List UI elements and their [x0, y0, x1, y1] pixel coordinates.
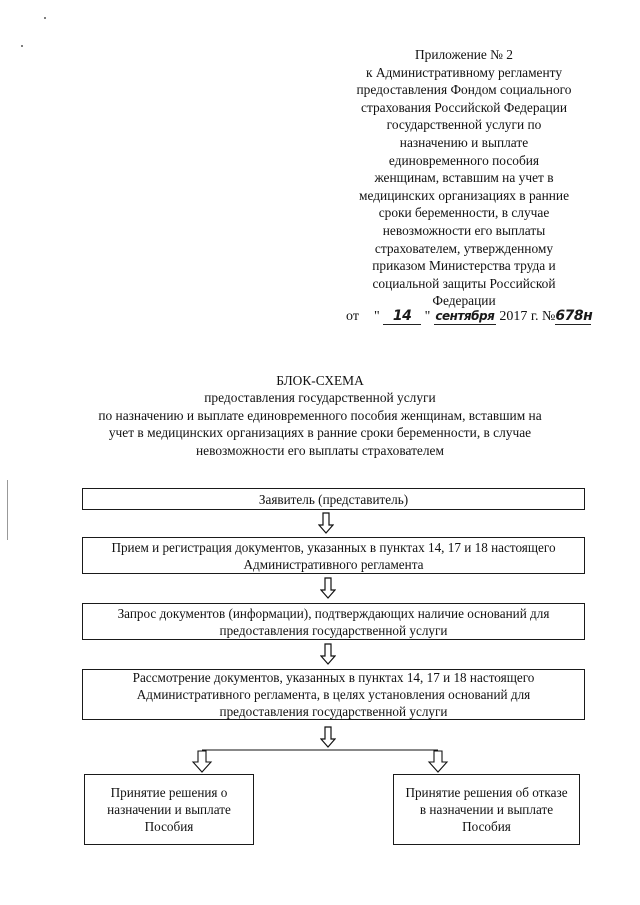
decision-refuse-line: Пособия — [462, 819, 511, 834]
applicant-box — [82, 488, 585, 510]
appendix-line: Федерации — [432, 293, 496, 309]
appendix-line: единовременного пособия — [388, 152, 540, 168]
flowchart-heading: БЛОК-СХЕМА — [276, 373, 364, 388]
decision-grant-box — [84, 774, 254, 845]
request-box — [82, 603, 585, 640]
scan-speck — [21, 45, 23, 47]
review-box — [82, 669, 585, 720]
scan-speck — [44, 17, 46, 19]
appendix-line: социальной защиты Российской — [372, 275, 556, 291]
decision-refuse-box — [393, 774, 580, 845]
down-arrow-icon — [320, 643, 336, 665]
appendix-number: Приложение № 2 — [414, 47, 514, 62]
quote-close: " — [424, 309, 431, 324]
decision-grant-line: назначении и выплате — [107, 802, 231, 817]
applicant-label: Заявитель (представитель) — [258, 491, 409, 507]
appendix-line: страхователем, утвержденному — [374, 240, 554, 256]
appendix-line: назначению и выплате — [399, 134, 529, 150]
appendix-line: медицинских организациях в ранние — [358, 187, 570, 203]
review-line: Рассмотрение документов, указанных в пунктах 14, 17 и 18 настоящего — [132, 670, 535, 685]
decision-grant-line: Принятие решения о — [110, 785, 228, 800]
handwritten-day: 14 — [383, 309, 421, 325]
reception-box — [82, 537, 585, 574]
appendix-line: предоставления Фондом социального — [356, 82, 572, 98]
flowchart-subtitle: по назначению и выплате единовременного пособия женщинам, вставшим на — [98, 407, 542, 423]
request-line: предоставления государственной услуги — [219, 622, 448, 638]
flowchart-title-block — [60, 372, 580, 459]
down-arrow-icon — [318, 512, 334, 534]
appendix-line: невозможности его выплаты — [382, 222, 546, 238]
review-line: Административного регламента, в целях установления оснований для — [136, 687, 531, 702]
order-date-line — [346, 309, 591, 325]
appendix-line: женщинам, вставшим на учет в — [374, 170, 554, 186]
review-line: предоставления государственной услуги — [219, 704, 448, 719]
appendix-header — [330, 46, 598, 310]
appendix-line: государственной услуги по — [386, 117, 542, 133]
appendix-line: страхования Российской Федерации — [361, 99, 567, 115]
date-year: 2017 г. № — [499, 309, 556, 324]
reception-line: Прием и регистрация документов, указанных в пунктах 14, 17 и 18 настоящего — [111, 539, 556, 555]
down-arrow-icon — [320, 577, 336, 599]
appendix-line: приказом Министерства труда и — [372, 258, 556, 274]
flowchart-subtitle: предоставления государственной услуги — [204, 390, 436, 406]
decision-refuse-line: Принятие решения об отказе — [405, 785, 568, 800]
scan-edge-mark — [7, 480, 8, 540]
appendix-line: к Административному регламенту — [365, 64, 563, 80]
appendix-line: сроки беременности, в случае — [378, 205, 550, 221]
request-line: Запрос документов (информации), подтверждающих наличие оснований для — [117, 605, 550, 621]
handwritten-month: сентября — [435, 309, 495, 323]
reception-line: Административного регламента — [243, 556, 424, 572]
quote-open: " — [373, 309, 380, 324]
decision-grant-line: Пособия — [144, 819, 194, 834]
flowchart-subtitle: учет в медицинских организациях в ранние сроки беременности, в случае — [108, 425, 532, 441]
decision-refuse-line: в назначении и выплате — [419, 802, 554, 817]
flowchart-subtitle: невозможности его выплаты страхователем — [196, 442, 444, 458]
date-prefix: от — [346, 309, 359, 324]
handwritten-order-number: 678н — [555, 308, 593, 324]
